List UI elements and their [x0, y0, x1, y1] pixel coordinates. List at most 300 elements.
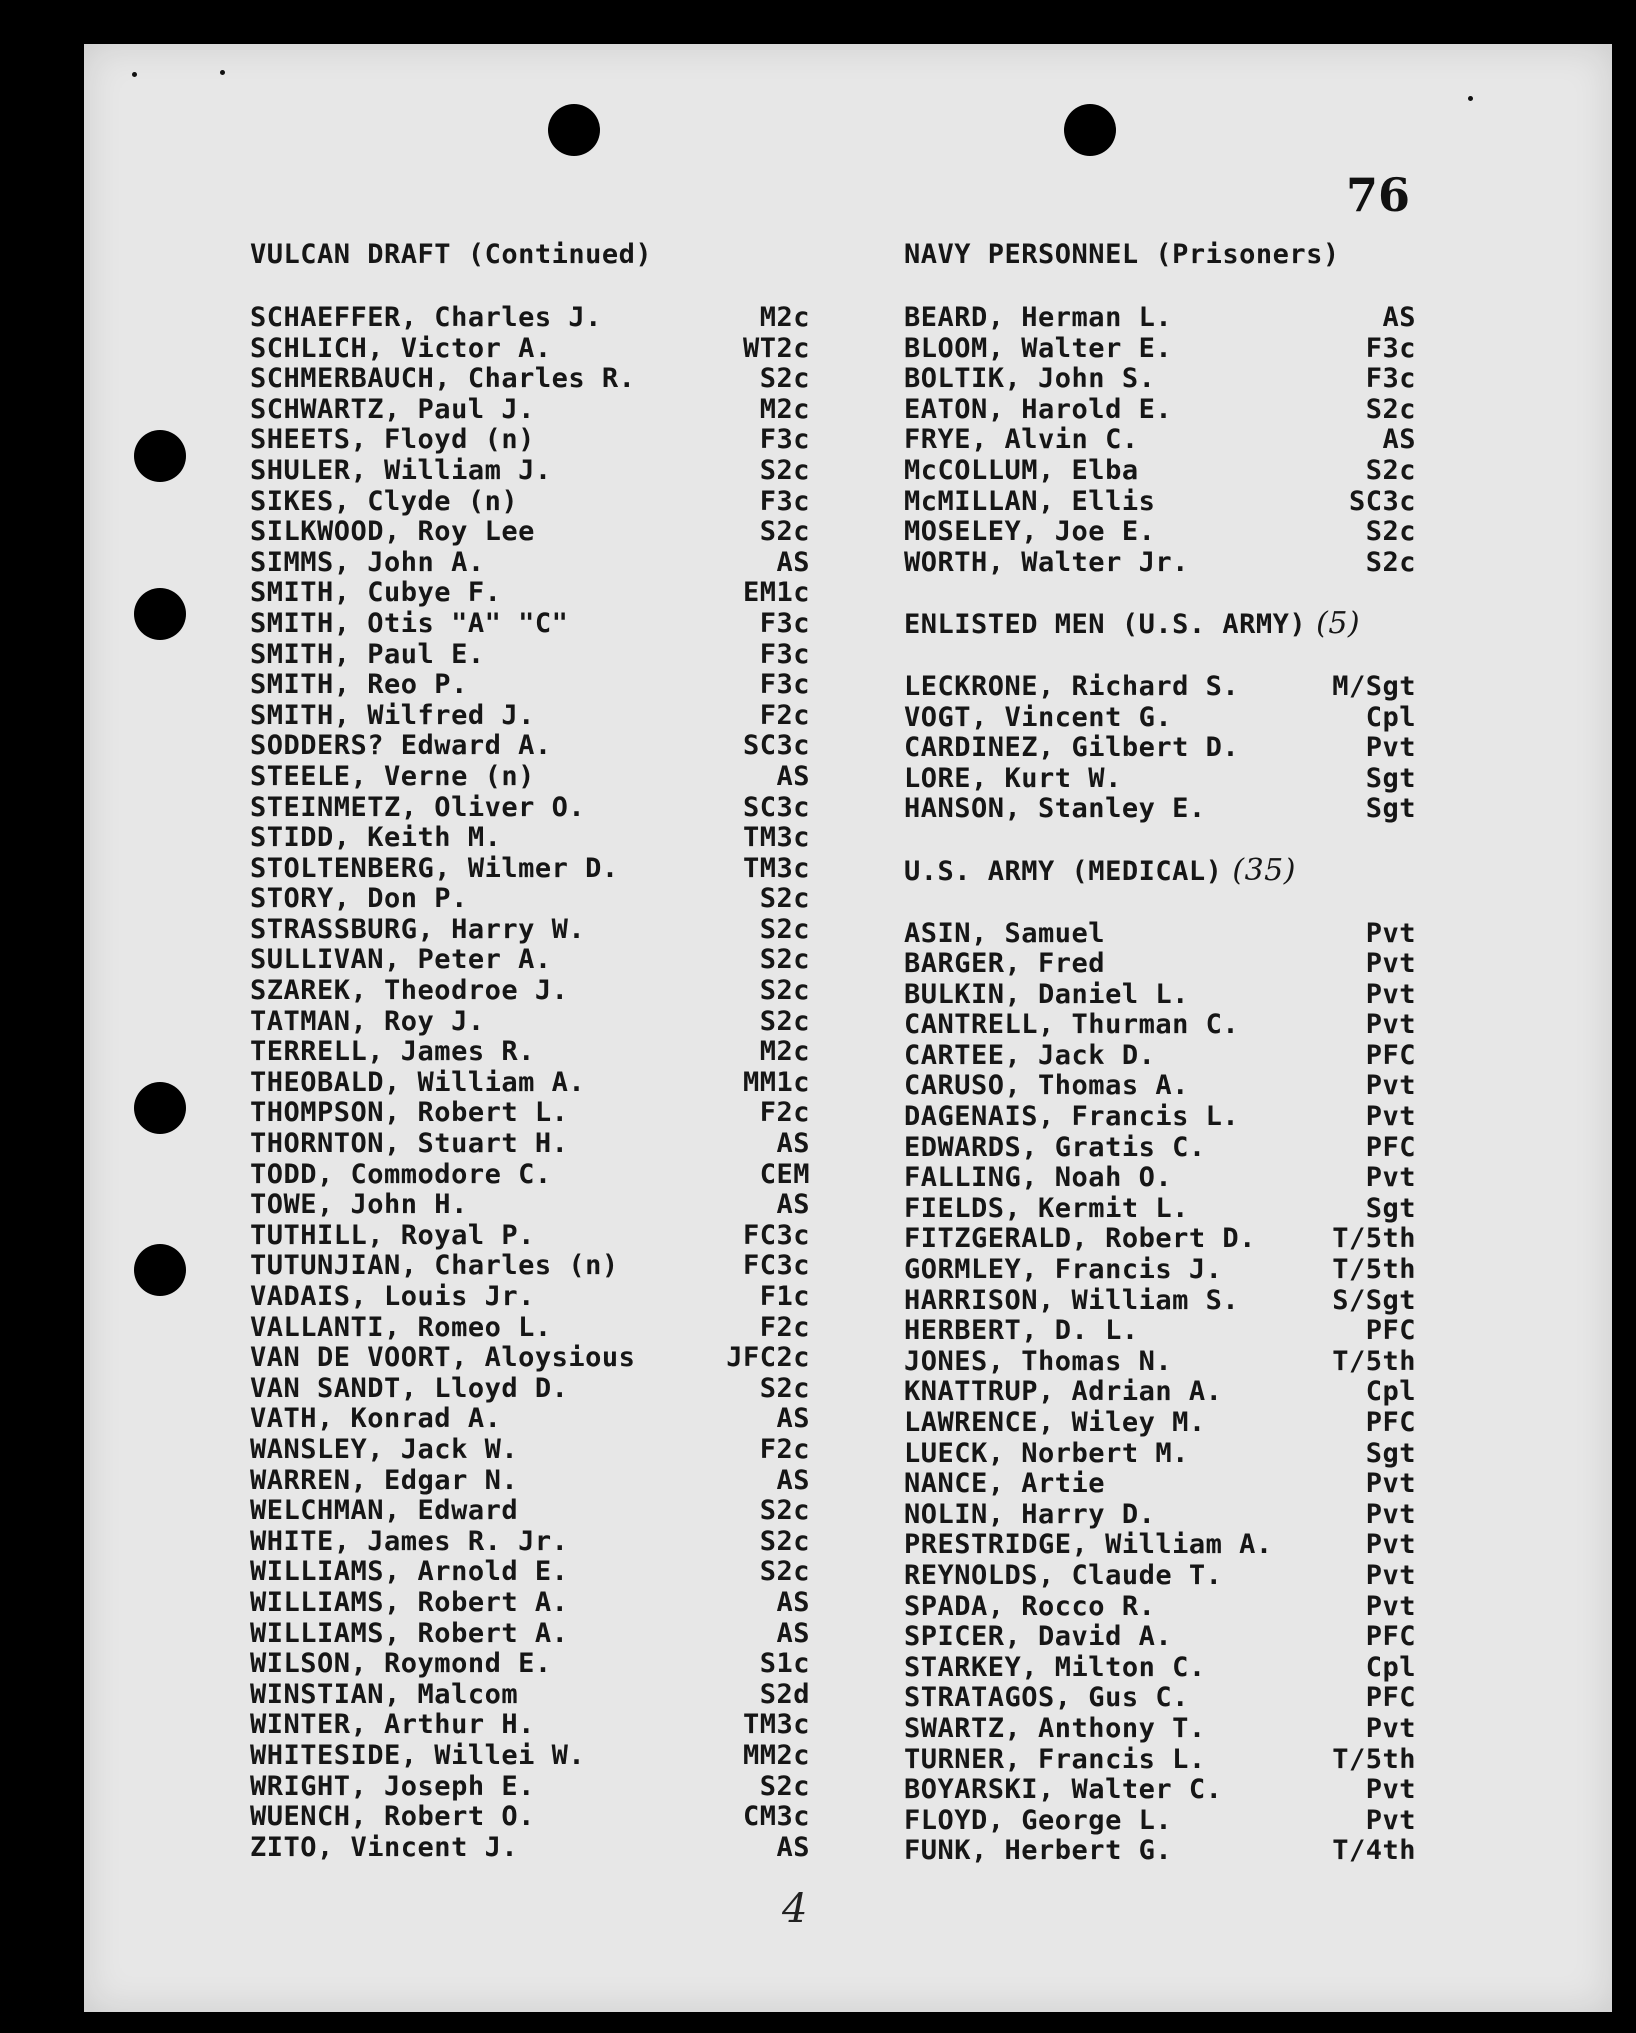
roster-row [250, 1466, 810, 1497]
rank-code: S1c [759, 1648, 810, 1680]
page-number: 76 [1346, 168, 1411, 222]
roster-row [904, 794, 1416, 825]
person-name: HANSON, Stanley E. [904, 793, 1206, 825]
roster-row [250, 1068, 810, 1099]
paper-speck [132, 72, 137, 77]
roster-row [904, 1500, 1416, 1531]
rank-code: M2c [759, 393, 810, 425]
personnel-column [904, 240, 1416, 1867]
rank-code: M2c [759, 1036, 810, 1068]
person-name: TODD, Commodore C. [250, 1158, 552, 1190]
rank-code: S2c [759, 454, 810, 486]
roster-list [904, 919, 1416, 1867]
person-name: JONES, Thomas N. [904, 1345, 1173, 1377]
rank-code: S2c [759, 1372, 810, 1404]
person-name: SPICER, David A. [904, 1621, 1173, 1653]
roster-row [904, 1439, 1416, 1470]
rank-code: TM3c [742, 822, 810, 854]
roster-list [250, 303, 810, 1863]
person-name: SHULER, William J. [250, 454, 552, 486]
rank-code: F3c [759, 485, 810, 517]
person-name: CANTRELL, Thurman C. [904, 1009, 1240, 1041]
person-name: STRASSBURG, Harry W. [250, 913, 586, 945]
roster-row [904, 949, 1416, 980]
rank-code: F3c [759, 638, 810, 670]
person-name: WINSTIAN, Malcom [250, 1678, 519, 1710]
roster-row [250, 1496, 810, 1527]
person-name: STARKEY, Milton C. [904, 1651, 1206, 1683]
rank-code: TM3c [742, 1709, 810, 1741]
rank-code: Sgt [1365, 1192, 1416, 1224]
person-name: ZITO, Vincent J. [250, 1831, 519, 1863]
rank-code: CM3c [742, 1801, 810, 1833]
person-name: TATMAN, Roy J. [250, 1005, 485, 1037]
roster-row [250, 854, 810, 885]
roster-row [250, 1190, 810, 1221]
roster-row [904, 764, 1416, 795]
roster-row [904, 672, 1416, 703]
rank-code: S2c [759, 1770, 810, 1802]
rank-code: S2c [759, 1005, 810, 1037]
person-name: SIKES, Clyde (n) [250, 485, 519, 517]
person-name: FRYE, Alvin C. [904, 424, 1139, 456]
rank-code: PFC [1365, 1131, 1416, 1163]
person-name: ASIN, Samuel [904, 917, 1106, 949]
person-name: HARRISON, William S. [904, 1284, 1240, 1316]
section-spacer [904, 578, 1416, 609]
rank-code: T/5th [1332, 1743, 1416, 1775]
person-name: FIELDS, Kermit L. [904, 1192, 1189, 1224]
roster-row [250, 823, 810, 854]
rank-code: F2c [759, 699, 810, 731]
person-name: WINTER, Arthur H. [250, 1709, 535, 1741]
binder-hole-left-2 [134, 588, 186, 640]
rank-code: FC3c [742, 1219, 810, 1251]
roster-row [250, 517, 810, 548]
roster-row [250, 1557, 810, 1588]
rank-code: F3c [759, 424, 810, 456]
rank-code: S2c [1365, 546, 1416, 578]
roster-row [904, 1806, 1416, 1837]
person-name: REYNOLDS, Claude T. [904, 1559, 1223, 1591]
roster-row [904, 703, 1416, 734]
person-name: GORMLEY, Francis J. [904, 1254, 1223, 1286]
rank-code: SC3c [1348, 485, 1416, 517]
person-name: SCHWARTZ, Paul J. [250, 393, 535, 425]
roster-row [904, 1745, 1416, 1776]
person-name: WILLIAMS, Arnold E. [250, 1556, 569, 1588]
roster-row [250, 976, 810, 1007]
person-name: TURNER, Francis L. [904, 1743, 1206, 1775]
rank-code: T/5th [1332, 1254, 1416, 1286]
rank-code: PFC [1365, 1407, 1416, 1438]
roster-row [250, 1527, 810, 1558]
roster-row [904, 1163, 1416, 1194]
rank-code: S2c [759, 516, 810, 548]
rank-code: S2c [759, 363, 810, 395]
rank-code: M/Sgt [1332, 670, 1416, 702]
person-name: VALLANTI, Romeo L. [250, 1311, 552, 1343]
rank-code: S/Sgt [1332, 1284, 1416, 1316]
rank-code: CEM [759, 1158, 810, 1190]
roster-row [904, 303, 1416, 334]
rank-code: S2c [759, 975, 810, 1007]
rank-code: WT2c [742, 332, 810, 364]
person-name: STOLTENBERG, Wilmer D. [250, 852, 619, 884]
rank-code: SC3c [742, 730, 810, 762]
rank-code: Pvt [1365, 732, 1416, 764]
section-spacer [904, 825, 1416, 856]
roster-row [250, 793, 810, 824]
person-name: EDWARDS, Gratis C. [904, 1131, 1206, 1163]
rank-code: Pvt [1365, 1804, 1416, 1836]
person-name: STEINMETZ, Oliver O. [250, 791, 586, 823]
person-name: WHITE, James R. Jr. [250, 1525, 569, 1557]
rank-code: JFC2c [726, 1342, 810, 1374]
rank-code: Sgt [1365, 762, 1416, 794]
roster-row [904, 1469, 1416, 1500]
person-name: WORTH, Walter Jr. [904, 546, 1189, 578]
person-name: THEOBALD, William A. [250, 1066, 586, 1098]
vulcan-draft-column [250, 240, 810, 1863]
person-name: BLOOM, Walter E. [904, 332, 1173, 364]
person-name: SULLIVAN, Peter A. [250, 944, 552, 976]
rank-code: AS [1382, 302, 1416, 333]
roster-row [250, 578, 810, 609]
person-name: WANSLEY, Jack W. [250, 1433, 519, 1465]
roster-row [904, 1347, 1416, 1378]
person-name: BOYARSKI, Walter C. [904, 1774, 1223, 1806]
rank-code: AS [776, 760, 810, 792]
person-name: BARGER, Fred [904, 948, 1106, 980]
roster-row [904, 1622, 1416, 1653]
rank-code: PFC [1365, 1315, 1416, 1347]
roster-row [250, 1435, 810, 1466]
section-heading [904, 605, 1416, 641]
rank-code: Pvt [1365, 1101, 1416, 1133]
person-name: THOMPSON, Robert L. [250, 1097, 569, 1129]
rank-code: SC3c [742, 791, 810, 823]
roster-row [904, 1041, 1416, 1072]
person-name: LAWRENCE, Wiley M. [904, 1407, 1206, 1438]
rank-code: Pvt [1365, 1468, 1416, 1500]
roster-row [250, 1251, 810, 1282]
roster-row [904, 1561, 1416, 1592]
roster-row [250, 609, 810, 640]
person-name: PRESTRIDGE, William A. [904, 1529, 1273, 1561]
person-name: SCHMERBAUCH, Charles R. [250, 363, 636, 395]
person-name: WRIGHT, Joseph E. [250, 1770, 535, 1802]
person-name: STEELE, Verne (n) [250, 760, 535, 792]
rank-code: AS [776, 1831, 810, 1863]
roster-row [904, 1683, 1416, 1714]
roster-row [250, 1680, 810, 1711]
person-name: SMITH, Reo P. [250, 669, 468, 701]
roster-row [250, 1037, 810, 1068]
rank-code: FC3c [742, 1250, 810, 1282]
binder-hole-left-3 [134, 1082, 186, 1134]
paper-speck [1468, 96, 1473, 101]
roster-row [250, 670, 810, 701]
roster-row [904, 487, 1416, 518]
person-name: SMITH, Cubye F. [250, 577, 502, 609]
rank-code: F3c [1365, 332, 1416, 364]
rank-code: AS [776, 1403, 810, 1435]
roster-row [250, 640, 810, 671]
roster-row [250, 1802, 810, 1833]
roster-row [904, 1377, 1416, 1408]
person-name: VOGT, Vincent G. [904, 701, 1173, 733]
roster-row [904, 334, 1416, 365]
rank-code: F3c [759, 669, 810, 701]
person-name: SCHLICH, Victor A. [250, 332, 552, 364]
roster-row [904, 1133, 1416, 1164]
roster-row [904, 1194, 1416, 1225]
person-name: NANCE, Artie [904, 1468, 1106, 1500]
rank-code: Pvt [1365, 1590, 1416, 1622]
rank-code: S2d [759, 1678, 810, 1710]
roster-list [904, 672, 1416, 825]
person-name: WILLIAMS, Robert A. [250, 1617, 569, 1649]
rank-code: TM3c [742, 852, 810, 884]
rank-code: F3c [1365, 363, 1416, 395]
rank-code: Pvt [1365, 948, 1416, 980]
rank-code: Cpl [1365, 701, 1416, 733]
roster-row [250, 1649, 810, 1680]
roster-row [904, 1653, 1416, 1684]
binder-hole-left-4 [134, 1244, 186, 1296]
roster-row [904, 456, 1416, 487]
roster-row [904, 1592, 1416, 1623]
person-name: LUECK, Norbert M. [904, 1437, 1189, 1469]
person-name: VAN SANDT, Lloyd D. [250, 1372, 569, 1404]
rank-code: PFC [1365, 1039, 1416, 1071]
roster-row [904, 1255, 1416, 1286]
person-name: SCHAEFFER, Charles J. [250, 302, 602, 333]
person-name: WARREN, Edgar N. [250, 1464, 519, 1496]
rank-code: T/4th [1332, 1835, 1416, 1867]
roster-row [250, 1404, 810, 1435]
binder-hole-left-1 [134, 430, 186, 482]
rank-code: AS [1382, 424, 1416, 456]
roster-row [250, 425, 810, 456]
rank-code: S2c [759, 944, 810, 976]
rank-code: AS [776, 1464, 810, 1496]
roster-row [904, 1714, 1416, 1745]
rank-code: PFC [1365, 1621, 1416, 1653]
rank-code: MM2c [742, 1739, 810, 1771]
roster-row [904, 1836, 1416, 1867]
person-name: LORE, Kurt W. [904, 762, 1122, 794]
rank-code: AS [776, 1586, 810, 1618]
person-name: VATH, Konrad A. [250, 1403, 502, 1435]
roster-row [250, 1160, 810, 1191]
person-name: SMITH, Paul E. [250, 638, 485, 670]
rank-code: M2c [759, 302, 810, 333]
rank-code: F1c [759, 1281, 810, 1312]
rank-code: Pvt [1365, 1162, 1416, 1194]
rank-code: Pvt [1365, 1712, 1416, 1744]
person-name: TOWE, John H. [250, 1189, 468, 1221]
roster-row [904, 980, 1416, 1011]
person-name: CARTEE, Jack D. [904, 1039, 1156, 1071]
binder-hole-top-right [1064, 104, 1116, 156]
roster-row [904, 919, 1416, 950]
rank-code: F2c [759, 1433, 810, 1465]
roster-row [904, 1224, 1416, 1255]
binder-hole-top-left [548, 104, 600, 156]
roster-row [904, 1775, 1416, 1806]
roster-row [250, 1833, 810, 1864]
roster-row [904, 425, 1416, 456]
person-name: WUENCH, Robert O. [250, 1801, 535, 1833]
rank-code: T/5th [1332, 1223, 1416, 1255]
person-name: FITZGERALD, Robert D. [904, 1223, 1256, 1255]
person-name: KNATTRUP, Adrian A. [904, 1376, 1223, 1408]
roster-row [250, 487, 810, 518]
rank-code: MM1c [742, 1066, 810, 1098]
roster-row [904, 1010, 1416, 1041]
roster-row [250, 884, 810, 915]
roster-row [250, 548, 810, 579]
rank-code: S2c [1365, 454, 1416, 486]
roster-row [250, 364, 810, 395]
rank-code: Cpl [1365, 1376, 1416, 1408]
roster-list [904, 303, 1416, 578]
paper-speck [220, 70, 225, 75]
roster-row [904, 733, 1416, 764]
roster-row [904, 1102, 1416, 1133]
rank-code: Pvt [1365, 917, 1416, 949]
roster-row [250, 731, 810, 762]
person-name: TERRELL, James R. [250, 1036, 535, 1068]
handwritten-count: (35) [1232, 852, 1296, 888]
section-title: NAVY PERSONNEL (Prisoners) [904, 239, 1340, 270]
rank-code: Cpl [1365, 1651, 1416, 1683]
person-name: WILSON, Roymond E. [250, 1648, 552, 1680]
rank-code: S2c [759, 883, 810, 915]
rank-code: F3c [759, 607, 810, 639]
person-name: WELCHMAN, Edward [250, 1495, 519, 1527]
roster-row [250, 1374, 810, 1405]
person-name: SWARTZ, Anthony T. [904, 1712, 1206, 1744]
rank-code: F2c [759, 1311, 810, 1343]
rank-code: Sgt [1365, 793, 1416, 825]
roster-row [250, 334, 810, 365]
roster-row [250, 395, 810, 426]
person-name: SHEETS, Floyd (n) [250, 424, 535, 456]
handwritten-mark: 4 [782, 1886, 808, 1932]
roster-row [250, 1772, 810, 1803]
person-name: FALLING, Noah O. [904, 1162, 1173, 1194]
roster-row [904, 548, 1416, 579]
roster-row [250, 1129, 810, 1160]
person-name: SIMMS, John A. [250, 546, 485, 578]
roster-row [904, 395, 1416, 426]
person-name: SODDERS? Edward A. [250, 730, 552, 762]
rank-code: Pvt [1365, 1559, 1416, 1591]
person-name: DAGENAIS, Francis L. [904, 1101, 1240, 1133]
section-heading [904, 240, 1416, 270]
person-name: SPADA, Rocco R. [904, 1590, 1156, 1622]
roster-row [250, 1098, 810, 1129]
roster-row [904, 1316, 1416, 1347]
person-name: HERBERT, D. L. [904, 1315, 1139, 1347]
person-name: TUTUNJIAN, Charles (n) [250, 1250, 619, 1282]
section-title: U.S. ARMY (MEDICAL) [904, 855, 1223, 887]
roster-row [904, 364, 1416, 395]
person-name: BULKIN, Daniel L. [904, 978, 1189, 1010]
person-name: LECKRONE, Richard S. [904, 670, 1240, 702]
person-name: CARUSO, Thomas A. [904, 1070, 1189, 1102]
rank-code: T/5th [1332, 1345, 1416, 1377]
roster-row [250, 1343, 810, 1374]
rank-code: S2c [759, 1525, 810, 1557]
person-name: NOLIN, Harry D. [904, 1498, 1156, 1530]
roster-row [250, 915, 810, 946]
roster-row [250, 456, 810, 487]
person-name: SMITH, Wilfred J. [250, 699, 535, 731]
roster-row [250, 303, 810, 334]
section-heading: VULCAN DRAFT (Continued) [250, 239, 653, 270]
rank-code: Pvt [1365, 1529, 1416, 1561]
roster-row [904, 1071, 1416, 1102]
roster-row [250, 1741, 810, 1772]
roster-row [904, 517, 1416, 548]
person-name: MOSELEY, Joe E. [904, 516, 1156, 548]
person-name: THORNTON, Stuart H. [250, 1128, 569, 1160]
roster-row [904, 1286, 1416, 1317]
person-name: FLOYD, George L. [904, 1804, 1173, 1836]
rank-code: Pvt [1365, 1070, 1416, 1102]
rank-code: EM1c [742, 577, 810, 609]
rank-code: PFC [1365, 1682, 1416, 1714]
rank-code: Pvt [1365, 1009, 1416, 1041]
person-name: TUTHILL, Royal P. [250, 1219, 535, 1251]
person-name: VADAIS, Louis Jr. [250, 1281, 535, 1312]
roster-row [250, 1313, 810, 1344]
person-name: McMILLAN, Ellis [904, 485, 1156, 517]
roster-row [250, 1619, 810, 1650]
rank-code: S2c [759, 1556, 810, 1588]
rank-code: AS [776, 1189, 810, 1221]
roster-row [904, 1530, 1416, 1561]
roster-row [250, 1710, 810, 1741]
rank-code: AS [776, 546, 810, 578]
rank-code: AS [776, 1617, 810, 1649]
person-name: CARDINEZ, Gilbert D. [904, 732, 1240, 764]
rank-code: Pvt [1365, 1498, 1416, 1530]
person-name: SMITH, Otis "A" "C" [250, 607, 569, 639]
rank-code: S2c [1365, 393, 1416, 425]
roster-row [250, 1007, 810, 1038]
rank-code: Pvt [1365, 978, 1416, 1010]
rank-code: F2c [759, 1097, 810, 1129]
person-name: SILKWOOD, Roy Lee [250, 516, 535, 548]
person-name: VAN DE VOORT, Aloysious [250, 1342, 636, 1374]
person-name: BOLTIK, John S. [904, 363, 1156, 395]
person-name: BEARD, Herman L. [904, 302, 1173, 333]
roster-row [250, 762, 810, 793]
person-name: STRATAGOS, Gus C. [904, 1682, 1189, 1714]
roster-row [250, 701, 810, 732]
section-heading [904, 852, 1416, 888]
rank-code: S2c [759, 1495, 810, 1527]
section-title: ENLISTED MEN (U.S. ARMY) [904, 608, 1307, 640]
roster-row [250, 1282, 810, 1313]
person-name: SZAREK, Theodroe J. [250, 975, 569, 1007]
rank-code: S2c [1365, 516, 1416, 548]
